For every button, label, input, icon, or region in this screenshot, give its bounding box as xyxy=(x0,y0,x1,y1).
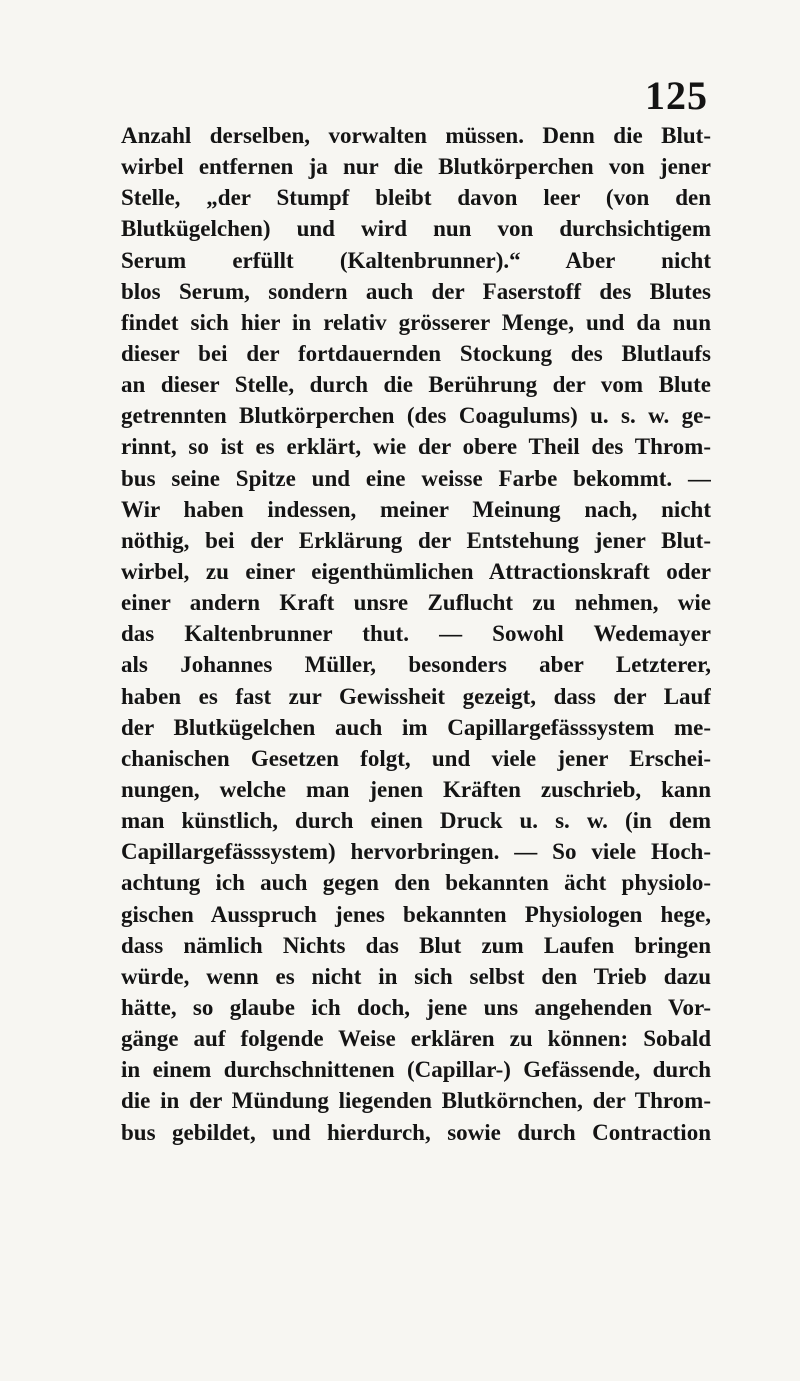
text-line: gänge auf folgende Weise erklären zu können: Sobald xyxy=(121,1026,711,1052)
text-line: wirbel, zu einer eigenthümlichen Attractionskraft oder xyxy=(121,558,711,584)
text-line: dieser bei der fortdauernden Stockung des Blutlaufs xyxy=(121,340,711,366)
text-line: Blutkügelchen) und wird nun von durchsichtigem xyxy=(121,216,711,242)
text-line: einer andern Kraft unsre Zuflucht zu nehmen, wie xyxy=(121,590,711,616)
text-line: nungen, welche man jenen Kräften zuschrieb, kann xyxy=(121,776,711,802)
text-line: rinnt, so ist es erklärt, wie der obere Theil des Throm- xyxy=(121,434,711,460)
text-line: an dieser Stelle, durch die Berührung der vom Blute xyxy=(121,372,711,398)
text-line: man künstlich, durch einen Druck u. s. w. (in dem xyxy=(121,808,711,834)
text-line: gischen Ausspruch jenes bekannten Physiologen hege, xyxy=(121,901,711,927)
text-line: nöthig, bei der Erklärung der Entstehung jener Blut- xyxy=(121,527,711,553)
text-line: Stelle, „der Stumpf bleibt davon leer (von den xyxy=(121,185,711,211)
text-line: findet sich hier in relativ grösserer Menge, und da nun xyxy=(121,309,711,335)
text-line: Anzahl derselben, vorwalten müssen. Denn die Blut- xyxy=(121,123,711,148)
text-line: hätte, so glaube ich doch, jene uns angehenden Vor- xyxy=(121,994,711,1020)
text-line: Capillargefässsystem) hervorbringen. — So viele Hoch- xyxy=(121,839,711,865)
text-line: dass nämlich Nichts das Blut zum Laufen bringen xyxy=(121,932,711,958)
text-line: haben es fast zur Gewissheit gezeigt, dass der Lauf xyxy=(121,683,711,709)
text-line: als Johannes Müller, besonders aber Letzterer, xyxy=(121,652,711,678)
text-line: würde, wenn es nicht in sich selbst den Trieb dazu xyxy=(121,963,711,989)
text-line: chanischen Gesetzen folgt, und viele jener Erschei- xyxy=(121,745,711,771)
text-line: getrennten Blutkörperchen (des Coagulums) u. s. w. ge- xyxy=(121,403,711,429)
text-line: achtung ich auch gegen den bekannten ächt physiolo- xyxy=(121,870,711,896)
text-line: wirbel entfernen ja nur die Blutkörperchen von jener xyxy=(121,154,711,180)
text-line: blos Serum, sondern auch der Faserstoff des Blutes xyxy=(121,278,711,304)
body-text xyxy=(121,120,711,1148)
text-line: die in der Mündung liegenden Blutkörnchen, der Throm- xyxy=(121,1088,711,1114)
text-line: in einem durchschnittenen (Capillar-) Gefässende, durch xyxy=(121,1057,711,1083)
page-number: 125 xyxy=(645,73,708,118)
text-line: Serum erfüllt (Kaltenbrunner).“ Aber nicht xyxy=(121,247,711,273)
text-line: bus seine Spitze und eine weisse Farbe bekommt. — xyxy=(121,465,711,491)
text-line: der Blutkügelchen auch im Capillargefässsystem me- xyxy=(121,714,711,740)
text-line: Wir haben indessen, meiner Meinung nach, nicht xyxy=(121,496,711,522)
text-line: bus gebildet, und hierdurch, sowie durch Contraction xyxy=(121,1119,711,1145)
text-line: das Kaltenbrunner thut. — Sowohl Wedemayer xyxy=(121,621,711,647)
